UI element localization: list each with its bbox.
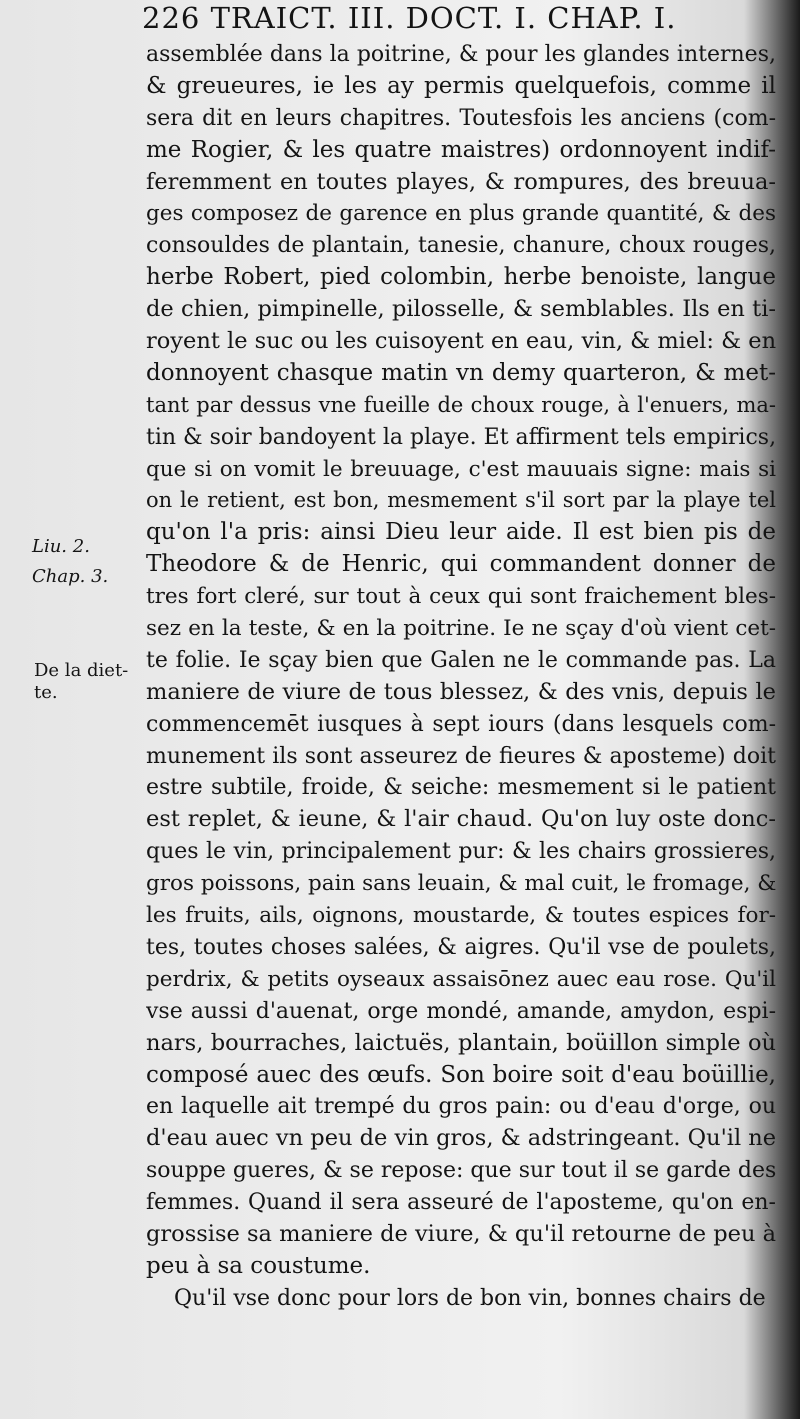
text-line: feremment en toutes playes, & rompures, des breuua- [146,168,776,195]
margin-note-diete-line: De la diet- [34,660,129,681]
text-line: donnoyent chasque matin vn demy quarteron, & met- [146,359,776,386]
margin-note-liure: Liu. 2. [32,536,90,557]
text-line: royent le suc ou les cuisoyent en eau, vin, & miel: & en [146,328,776,355]
text-line: de chien, pimpinelle, pilosselle, & semblables. Ils en ti- [146,296,776,323]
margin-note-diete [34,660,142,704]
margin-note-chapitre: Chap. 3. [32,566,109,587]
text-line: sez en la teste, & en la poitrine. Ie ne sçay d'où vient cet- [146,616,776,642]
text-line: commencemēt iusques à sept iours (dans lesquels com- [146,711,776,737]
text-line: tes, toutes choses salées, & aigres. Qu'il vse de poulets, [146,934,776,960]
running-header: 226 TRAICT. III. DOCT. I. CHAP. I. [142,1,677,35]
text-line: souppe gueres, & se repose: que sur tout il se garde des [146,1158,776,1184]
text-line: en laquelle ait trempé du gros pain: ou d'eau d'orge, ou [146,1094,776,1120]
text-line: perdrix, & petits oyseaux assaisōnez auec eau rose. Qu'il [146,966,776,992]
text-line: composé auec des œufs. Son boire soit d'eau boüillie, [146,1061,776,1088]
text-line: grossise sa maniere de viure, & qu'il retourne de peu à [146,1220,776,1247]
text-line: on le retient, est bon, mesmement s'il sort par la playe tel [146,488,776,513]
text-line: est replet, & ieune, & l'air chaud. Qu'on luy oste donc- [146,806,776,833]
text-line: consouldes de plantain, tanesie, chanure, choux rouges, [146,233,776,259]
text-line: herbe Robert, pied colombin, herbe benoiste, langue [146,264,776,291]
margin-note-diete-line: te. [34,682,58,703]
text-line: me Rogier, & les quatre maistres) ordonnoyent indif- [146,136,776,163]
text-line: nars, bourraches, laictuës, plantain, boüillon simple où [146,1029,776,1056]
text-line: munement ils sont asseurez de fieures & aposteme) doit [146,743,776,769]
text-line: Theodore & de Henric, qui commandent donner de [146,551,776,578]
text-line: sera dit en leurs chapitres. Toutesfois les anciens (com- [146,105,776,131]
text-line: les fruits, ails, oignons, moustarde, & toutes espices for- [146,903,776,929]
text-line: vse aussi d'auenat, orge mondé, amande, amydon, espi- [146,998,776,1024]
body-text [146,39,776,1315]
text-line: maniere de viure de tous blessez, & des vnis, depuis le [146,678,776,705]
text-line: femmes. Quand il sera asseuré de l'aposteme, qu'on en- [146,1190,776,1216]
text-line: peu à sa coustume. [146,1252,371,1279]
text-line: tin & soir bandoyent la playe. Et affirment tels empirics, [146,424,776,450]
text-line: tres fort cleré, sur tout à ceux qui sont fraichement bles- [146,584,776,610]
text-line: ques le vin, principalement pur: & les chairs grossieres, [146,839,776,865]
text-line: Qu'il vse donc pour lors de bon vin, bonnes chairs de [174,1285,766,1311]
text-line: gros poissons, pain sans leuain, & mal cuit, le fromage, & [146,871,776,897]
text-line: tant par dessus vne fueille de choux rouge, à l'enuers, ma- [146,392,776,417]
text-line: estre subtile, froide, & seiche: mesmement si le patient [146,775,776,801]
text-line: & greueures, ie les ay permis quelquefois, comme il [146,72,776,99]
text-line: qu'on l'a pris: ainsi Dieu leur aide. Il est bien pis de [146,519,776,546]
text-line: d'eau auec vn peu de vin gros, & adstringeant. Qu'il ne [146,1125,776,1152]
text-line: te folie. Ie sçay bien que Galen ne le commande pas. La [146,647,776,673]
text-line: que si on vomit le breuuage, c'est mauuais signe: mais si [146,456,776,482]
text-line: assemblée dans la poitrine, & pour les glandes internes, [146,42,776,67]
text-line: ges composez de garence en plus grande quantité, & des [146,201,776,227]
